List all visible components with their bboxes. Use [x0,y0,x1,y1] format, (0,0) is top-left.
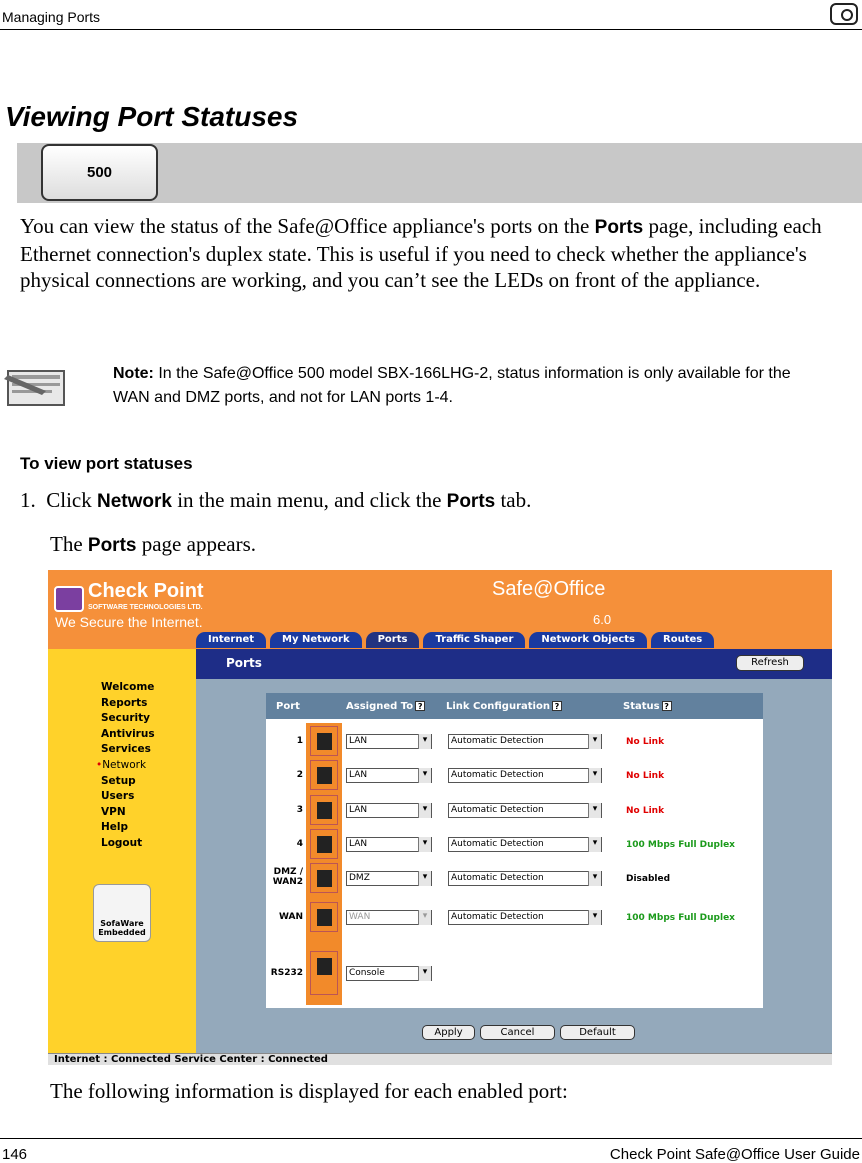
assigned-select[interactable]: LAN ▾ [346,803,432,818]
link-config-select[interactable]: Automatic Detection ▾ [448,803,602,818]
page-title: Ports [226,656,262,670]
note-text [113,362,793,410]
help-icon[interactable]: ? [662,701,672,711]
menu-welcome[interactable]: Welcome [101,681,155,693]
menu-reports[interactable]: Reports [101,696,148,709]
menu-services[interactable]: Services [101,743,151,756]
port-status: No Link [626,806,665,816]
bullet-icon: • [96,758,103,771]
table-row [266,949,763,999]
table-row [266,758,763,792]
tab-ports[interactable]: Ports [366,632,420,648]
section-heading: Viewing Port Statuses [5,101,299,132]
port-label: 1 [296,736,303,746]
ethernet-port-icon [310,726,338,756]
col-port: Port [276,701,300,712]
link-config-select[interactable]: Automatic Detection ▾ [448,837,602,852]
checkpoint-logo-icon [54,586,84,612]
step-number: 1. [20,488,36,512]
checkpoint-logo-icon [830,3,858,25]
link-config-select[interactable]: Automatic Detection ▾ [448,871,602,886]
cancel-button[interactable]: Cancel [480,1025,555,1040]
col-link [446,701,562,712]
port-label: 3 [296,805,303,815]
page-header [0,0,862,30]
assigned-select[interactable]: Console ▾ [346,966,432,981]
caption: The following information is displayed for each enabled port: [50,1079,568,1103]
content-area [196,679,832,1053]
model-band [17,143,862,203]
step-text: tab. [495,488,532,512]
tab-bar [196,632,714,648]
col-assigned-label: Assigned To [346,701,414,712]
product-version: 6.0 [593,612,612,627]
step-text: The [50,532,88,556]
port-label: 2 [296,770,303,780]
ethernet-port-icon [310,863,338,893]
sofaware-logo: SofaWare Embedded [93,884,151,942]
note-label: Note: [113,365,154,382]
link-config-select[interactable]: Automatic Detection ▾ [448,910,602,925]
network-term: Network [97,491,172,512]
intro-text-1: You can view the status of the Safe@Office appliance's ports on the [20,214,595,238]
tab-internet[interactable]: Internet [196,632,266,648]
model-badge: 500 [41,144,158,201]
col-status [623,701,672,712]
guide-title: Check Point Safe@Office User Guide [609,1146,860,1163]
table-row [266,900,763,934]
ports-term: Ports [446,491,496,512]
serial-port-icon [310,951,338,995]
brand-tagline: We Secure the Internet. [55,614,203,630]
menu-network[interactable] [96,759,155,775]
menu-security[interactable]: Security [101,712,151,725]
step-1-result [50,532,256,557]
port-status: Disabled [626,874,671,884]
port-label: DMZ / WAN2 [272,867,303,887]
ports-term: Ports [594,217,644,238]
table-row [266,827,763,861]
header-title: Managing Ports [2,9,101,25]
main-menu [48,649,196,1053]
ethernet-port-icon [310,760,338,790]
menu-network-label: Network [102,758,147,771]
menu-vpn[interactable]: VPN [101,805,126,818]
port-label: WAN [278,912,303,922]
step-text: in the main menu, and click the [171,488,447,512]
help-icon[interactable]: ? [552,701,562,711]
product-title: Safe@Office [492,578,606,600]
step-text: page appears. [136,532,257,556]
assigned-select[interactable]: DMZ ▾ [346,871,432,886]
ethernet-port-icon [310,829,338,859]
refresh-button[interactable]: Refresh [736,655,804,671]
ethernet-port-icon [310,795,338,825]
table-row [266,861,763,895]
procedure-title: To view port statuses [20,454,193,473]
menu-help[interactable]: Help [101,821,129,834]
form-buttons [422,1025,635,1040]
port-status: 100 Mbps Full Duplex [626,840,735,850]
ethernet-port-icon [310,902,338,932]
assigned-select[interactable]: LAN ▾ [346,768,432,783]
brand-name: Check Point [88,580,204,602]
step-text: Click [46,488,97,512]
intro-text-2: page, including each Ethernet connection's duplex state. This is useful if you need to check whether the appliance's physical connections are working, and you can’t see the LEDs on front of the appliance. [20,214,822,292]
assigned-select[interactable]: WAN ▾ [346,910,432,925]
ports-term: Ports [87,535,137,556]
link-config-select[interactable]: Automatic Detection ▾ [448,734,602,749]
menu-users[interactable]: Users [101,790,135,803]
port-status: No Link [626,771,665,781]
table-row [266,793,763,827]
assigned-select[interactable]: LAN ▾ [346,837,432,852]
tab-traffic-shaper[interactable]: Traffic Shaper [423,632,525,648]
step-1 [20,488,531,513]
col-status-label: Status [623,701,660,712]
tab-routes[interactable]: Routes [651,632,714,648]
col-link-label: Link Configuration [446,701,550,712]
port-status: No Link [626,737,665,747]
table-row [266,724,763,758]
note-body: In the Safe@Office 500 model SBX-166LHG-2, status information is only available for the WAN and DMZ ports, and not for LAN ports 1-4. [113,365,791,406]
link-config-select[interactable]: Automatic Detection ▾ [448,768,602,783]
col-assigned [346,701,425,712]
ports-page-screenshot [48,570,832,1065]
menu-antivirus[interactable]: Antivirus [101,727,155,740]
assigned-select[interactable]: LAN ▾ [346,734,432,749]
default-button[interactable]: Default [560,1025,635,1040]
port-status: 100 Mbps Full Duplex [626,913,735,923]
status-bar: Internet : Connected Service Center : Connected [48,1053,832,1065]
ports-table [266,693,763,1008]
table-header [266,693,763,719]
note-pencil-icon [2,361,68,409]
brand-subtitle: SOFTWARE TECHNOLOGIES LTD. [88,604,203,611]
port-label: 4 [296,839,303,849]
help-icon[interactable]: ? [415,701,425,711]
apply-button[interactable]: Apply [422,1025,475,1040]
page-title-bar [196,649,832,679]
tab-network-objects[interactable]: Network Objects [529,632,647,648]
footer-rule [0,1138,862,1139]
port-label: RS232 [270,968,303,978]
menu-logout[interactable]: Logout [101,836,143,849]
tab-my-network[interactable]: My Network [270,632,362,648]
intro-paragraph [20,213,855,293]
menu-setup[interactable]: Setup [101,774,136,787]
page-number: 146 [2,1146,28,1163]
